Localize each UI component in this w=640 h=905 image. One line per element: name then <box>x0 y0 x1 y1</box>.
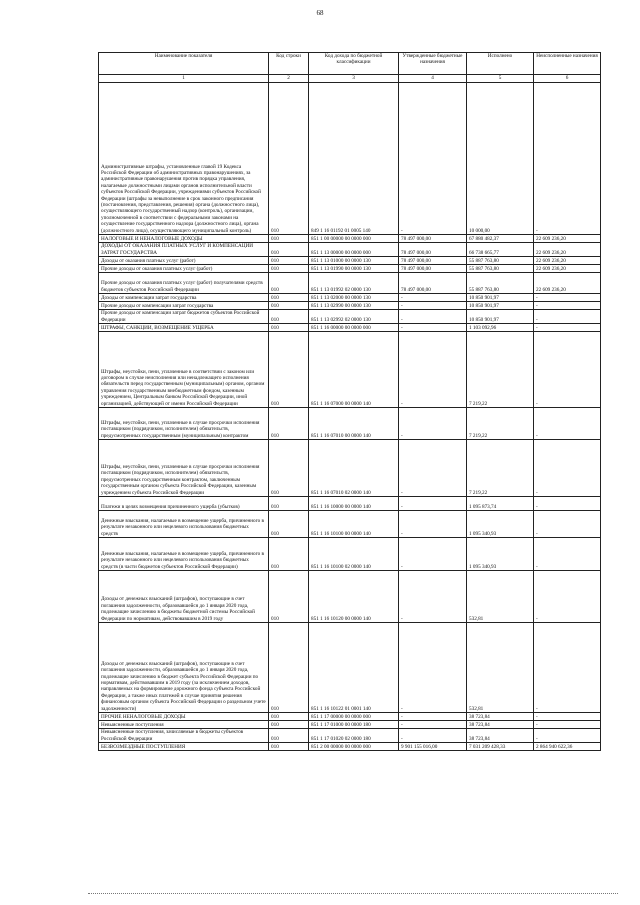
row-budget-code: 851 1 16 10120 00 0000 140 <box>309 571 399 623</box>
row-executed-amount: 532,81 <box>467 623 534 713</box>
row-remaining-amount: - <box>534 324 601 332</box>
row-remaining-amount: 22 609 236,20 <box>534 265 601 273</box>
row-line-code: 010 <box>269 743 309 751</box>
row-approved-amount: - <box>399 332 467 408</box>
row-approved-amount: - <box>399 497 467 511</box>
row-line-code: 010 <box>269 623 309 713</box>
row-line-code: 010 <box>269 497 309 511</box>
row-executed-amount: 1 095 340,93 <box>467 538 534 571</box>
row-remaining-amount: - <box>534 713 601 721</box>
row-remaining-amount: 22 609 236,20 <box>534 257 601 265</box>
row-indicator-name: Административные штрафы, установленные главой 19 Кодекса Российской Федерации об административных правонарушениях, за административные правонарушения против порядка управления, налагаемые должностными лицами органов исполнительной власти субъектов Российской Федерации, учреждениями субъектов Российской Федерации (штрафы за невыполнение в срок законного предписания (постановления, представления, решения) органа (должностного лица), осуществляющего государственный надзор (контроль), организации, уполномоченной в соответствии с федеральными законами на осуществление государственного надзора (должностного лица), органа (должностного лица), осуществляющего муниципальный контроль) <box>99 83 269 235</box>
table-row <box>99 235 601 243</box>
row-line-code: 010 <box>269 538 309 571</box>
row-budget-code: 851 1 16 00000 00 0000 000 <box>309 324 399 332</box>
row-indicator-name: НАЛОГОВЫЕ И НЕНАЛОГОВЫЕ ДОХОДЫ <box>99 235 269 243</box>
row-executed-amount: 10 850 901,97 <box>467 294 534 302</box>
row-approved-amount: 78 497 000,00 <box>399 265 467 273</box>
row-indicator-name: Невыясненные поступления <box>99 721 269 729</box>
row-line-code: 010 <box>269 729 309 743</box>
row-remaining-amount: - <box>534 302 601 310</box>
table-header <box>99 53 601 83</box>
row-executed-amount: 1 095 340,93 <box>467 511 534 538</box>
table-row <box>99 408 601 440</box>
row-budget-code: 849 1 16 01192 01 0005 140 <box>309 83 399 235</box>
row-budget-code: 851 1 17 01020 02 0000 180 <box>309 729 399 743</box>
column-number-row <box>99 75 601 83</box>
row-line-code: 010 <box>269 324 309 332</box>
header-line-code: Код строки <box>269 53 309 75</box>
row-approved-amount: - <box>399 571 467 623</box>
row-remaining-amount: - <box>534 294 601 302</box>
row-line-code: 010 <box>269 243 309 257</box>
table-row <box>99 721 601 729</box>
row-indicator-name: ШТРАФЫ, САНКЦИИ, ВОЗМЕЩЕНИЕ УЩЕРБА <box>99 324 269 332</box>
row-executed-amount: 10 000,00 <box>467 83 534 235</box>
row-indicator-name: Штрафы, неустойки, пени, уплаченные в случае просрочки исполнения поставщиком (подрядчиком, исполнителем) обязательств, предусмотренных государственным (муниципальным) контрактом <box>99 408 269 440</box>
row-line-code: 010 <box>269 302 309 310</box>
row-budget-code: 851 1 16 10100 02 0000 140 <box>309 538 399 571</box>
row-executed-amount: 55 887 763,80 <box>467 265 534 273</box>
row-approved-amount: 78 497 000,00 <box>399 257 467 265</box>
row-approved-amount: - <box>399 440 467 497</box>
table-row <box>99 243 601 257</box>
row-executed-amount: 7 219,22 <box>467 440 534 497</box>
row-line-code: 010 <box>269 273 309 294</box>
row-indicator-name: Прочие доходы от оказания платных услуг (работ) <box>99 265 269 273</box>
row-budget-code: 851 2 00 00000 00 0000 000 <box>309 743 399 751</box>
row-budget-code: 851 1 13 01990 00 0000 130 <box>309 265 399 273</box>
column-number: 2 <box>269 75 309 83</box>
row-remaining-amount: 22 609 236,20 <box>534 243 601 257</box>
row-line-code: 010 <box>269 440 309 497</box>
row-approved-amount: - <box>399 713 467 721</box>
header-executed: Исполнено <box>467 53 534 75</box>
table-row <box>99 743 601 751</box>
row-line-code: 010 <box>269 408 309 440</box>
row-approved-amount: - <box>399 83 467 235</box>
row-budget-code: 851 1 17 00000 00 0000 000 <box>309 713 399 721</box>
row-remaining-amount: - <box>534 729 601 743</box>
row-executed-amount: 10 850 901,97 <box>467 302 534 310</box>
column-number: 4 <box>399 75 467 83</box>
row-indicator-name: Доходы от денежных взысканий (штрафов), поступающие в счет погашения задолженности, образовавшейся до 1 января 2020 года, подлежащие зачислению в бюджет субъекта Российской Федерации по нормативам, действовавшим в 2019 году (за исключением доходов, направляемых на формирование дорожного фонда субъекта Российской Федерации, а также иных платежей в случае принятия решения финансовым органом субъекта Российской Федерации о раздельном учете задолженности) <box>99 623 269 713</box>
row-line-code: 010 <box>269 294 309 302</box>
row-budget-code: 851 1 16 07010 00 0000 140 <box>309 408 399 440</box>
row-approved-amount: - <box>399 721 467 729</box>
row-indicator-name: Штрафы, неустойки, пени, уплаченные в соответствии с законом или договором в случае неисполнения или ненадлежащего исполнения обязательств перед государственным (муниципальным) органом, органом управления государственным внебюджетным фондом, казенным учреждением, Центральным банком Российской Федерации, иной организацией, действующей от имени Российской Федерации <box>99 332 269 408</box>
row-line-code: 010 <box>269 83 309 235</box>
row-line-code: 010 <box>269 571 309 623</box>
page-number: 68 <box>316 9 324 17</box>
table-row <box>99 497 601 511</box>
row-remaining-amount: - <box>534 721 601 729</box>
column-number: 5 <box>467 75 534 83</box>
row-budget-code: 851 1 13 02990 00 0000 130 <box>309 302 399 310</box>
row-approved-amount: - <box>399 302 467 310</box>
row-indicator-name: Прочие доходы от компенсации затрат бюджетов субъектов Российской Федерации <box>99 310 269 324</box>
row-remaining-amount: - <box>534 332 601 408</box>
row-line-code: 010 <box>269 713 309 721</box>
row-approved-amount: - <box>399 623 467 713</box>
row-budget-code: 851 1 13 02992 02 0000 130 <box>309 310 399 324</box>
row-indicator-name: Денежные взыскания, налагаемые в возмещение ущерба, причиненного в результате незаконного или нецелевого использования бюджетных средств <box>99 511 269 538</box>
table-row <box>99 729 601 743</box>
row-remaining-amount: 2 864 940 622,36 <box>534 743 601 751</box>
table-row <box>99 302 601 310</box>
table-row <box>99 265 601 273</box>
row-indicator-name: Невыясненные поступления, зачисляемые в бюджеты субъектов Российской Федерации <box>99 729 269 743</box>
row-line-code: 010 <box>269 310 309 324</box>
row-remaining-amount: - <box>534 408 601 440</box>
table-row <box>99 332 601 408</box>
row-remaining-amount: - <box>534 310 601 324</box>
row-indicator-name: Доходы от оказания платных услуг (работ) <box>99 257 269 265</box>
row-line-code: 010 <box>269 332 309 408</box>
row-executed-amount: 7 031 209 428,33 <box>467 743 534 751</box>
row-budget-code: 851 1 16 07000 00 0000 140 <box>309 332 399 408</box>
row-indicator-name: Доходы от денежных взысканий (штрафов), поступающие в счет погашения задолженности, образовавшейся до 1 января 2020 года, подлежащие зачислению в бюджеты бюджетной системы Российской Федерации по нормативам, действовавшим в 2019 году <box>99 571 269 623</box>
header-remaining: Неисполненные назначения <box>534 53 601 75</box>
revenue-report-table <box>98 52 601 751</box>
row-budget-code: 851 1 13 01992 02 0000 130 <box>309 273 399 294</box>
row-executed-amount: 38 723,84 <box>467 729 534 743</box>
row-indicator-name: Штрафы, неустойки, пени, уплаченные в случае просрочки исполнения поставщиком (подрядчиком, исполнителем) обязательств, предусмотренных государственным контрактом, заключенным государственным органом субъекта Российской Федерации, казенным учреждением субъекта Российской Федерации <box>99 440 269 497</box>
row-approved-amount: 78 497 000,00 <box>399 235 467 243</box>
row-budget-code: 851 1 13 02000 00 0000 130 <box>309 294 399 302</box>
table-row <box>99 310 601 324</box>
row-budget-code: 851 1 13 00000 00 0000 000 <box>309 243 399 257</box>
row-remaining-amount: 22 609 236,20 <box>534 235 601 243</box>
row-remaining-amount: - <box>534 497 601 511</box>
column-number: 1 <box>99 75 269 83</box>
row-indicator-name: Прочие доходы от компенсации затрат государства <box>99 302 269 310</box>
row-indicator-name: Платежи в целях возмещения причиненного ущерба (убытков) <box>99 497 269 511</box>
table-row <box>99 273 601 294</box>
row-approved-amount: - <box>399 324 467 332</box>
row-executed-amount: 38 723,84 <box>467 721 534 729</box>
row-executed-amount: 532,81 <box>467 571 534 623</box>
row-executed-amount: 7 219,22 <box>467 332 534 408</box>
row-indicator-name: Денежные взыскания, налагаемые в возмещение ущерба, причиненного в результате незаконного или нецелевого использования бюджетных средств (в части бюджетов субъектов Российской Федерации) <box>99 538 269 571</box>
row-approved-amount: - <box>399 310 467 324</box>
column-number: 6 <box>534 75 601 83</box>
row-budget-code: 851 1 16 10000 00 0000 140 <box>309 497 399 511</box>
row-budget-code: 851 1 16 07010 02 0000 140 <box>309 440 399 497</box>
row-approved-amount: - <box>399 408 467 440</box>
row-approved-amount: - <box>399 511 467 538</box>
row-executed-amount: 55 887 763,80 <box>467 257 534 265</box>
header-budget-code: Код дохода по бюджетной классификации <box>309 53 399 75</box>
table-row <box>99 294 601 302</box>
row-indicator-name: ДОХОДЫ ОТ ОКАЗАНИЯ ПЛАТНЫХ УСЛУГ И КОМПЕНСАЦИИ ЗАТРАТ ГОСУДАРСТВА <box>99 243 269 257</box>
row-executed-amount: 1 095 873,74 <box>467 497 534 511</box>
table-row <box>99 623 601 713</box>
row-indicator-name: Прочие доходы от оказания платных услуг (работ) получателями средств бюджетов субъектов Российской Федерации <box>99 273 269 294</box>
row-remaining-amount: - <box>534 538 601 571</box>
row-budget-code: 851 1 13 01000 00 0000 130 <box>309 257 399 265</box>
row-remaining-amount: - <box>534 623 601 713</box>
row-executed-amount: 38 723,84 <box>467 713 534 721</box>
row-line-code: 010 <box>269 511 309 538</box>
row-line-code: 010 <box>269 265 309 273</box>
table-row <box>99 713 601 721</box>
row-approved-amount: - <box>399 729 467 743</box>
row-executed-amount: 67 880 482,37 <box>467 235 534 243</box>
table-row <box>99 571 601 623</box>
row-executed-amount: 7 219,22 <box>467 408 534 440</box>
row-budget-code: 851 1 00 00000 00 0000 000 <box>309 235 399 243</box>
column-number: 3 <box>309 75 399 83</box>
row-budget-code: 851 1 17 01000 00 0000 180 <box>309 721 399 729</box>
row-line-code: 010 <box>269 721 309 729</box>
header-indicator-name: Наименование показателя <box>99 53 269 75</box>
row-indicator-name: БЕЗВОЗМЕЗДНЫЕ ПОСТУПЛЕНИЯ <box>99 743 269 751</box>
table-row <box>99 511 601 538</box>
row-line-code: 010 <box>269 257 309 265</box>
table-row <box>99 440 601 497</box>
table-row <box>99 257 601 265</box>
row-approved-amount: - <box>399 538 467 571</box>
row-executed-amount: 55 887 763,80 <box>467 273 534 294</box>
row-budget-code: 851 1 16 10100 00 0000 140 <box>309 511 399 538</box>
row-approved-amount: 9 901 155 016,00 <box>399 743 467 751</box>
row-remaining-amount: - <box>534 511 601 538</box>
row-indicator-name: ПРОЧИЕ НЕНАЛОГОВЫЕ ДОХОДЫ <box>99 713 269 721</box>
table-body <box>99 83 601 751</box>
row-approved-amount: 78 497 000,00 <box>399 273 467 294</box>
table-row <box>99 324 601 332</box>
row-approved-amount: 78 497 000,00 <box>399 243 467 257</box>
row-remaining-amount: - <box>534 83 601 235</box>
page-footer-rule <box>88 893 618 894</box>
row-indicator-name: Доходы от компенсации затрат государства <box>99 294 269 302</box>
row-remaining-amount: - <box>534 440 601 497</box>
row-budget-code: 851 1 16 10122 01 0001 140 <box>309 623 399 713</box>
row-line-code: 010 <box>269 235 309 243</box>
row-executed-amount: 10 850 901,97 <box>467 310 534 324</box>
row-executed-amount: 1 103 092,96 <box>467 324 534 332</box>
row-approved-amount: - <box>399 294 467 302</box>
header-approved: Утвержденные бюджетные назначения <box>399 53 467 75</box>
table-row <box>99 538 601 571</box>
table-row <box>99 83 601 235</box>
row-remaining-amount: - <box>534 571 601 623</box>
row-executed-amount: 66 738 665,77 <box>467 243 534 257</box>
row-remaining-amount: 22 609 236,20 <box>534 273 601 294</box>
